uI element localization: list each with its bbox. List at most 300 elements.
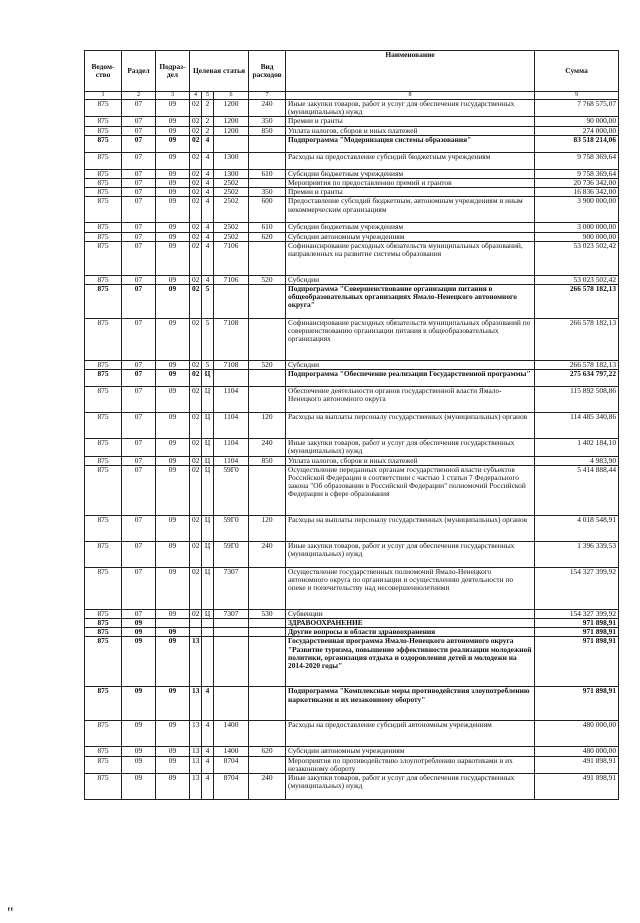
razdel-cell: 07 [122,370,156,387]
target-code-cell [214,637,249,687]
expense-type-cell: 120 [249,515,286,541]
podrazdel-cell: 09 [156,361,190,370]
subprogram-code-cell: 4 [202,241,214,275]
vedomstvo-cell: 875 [85,100,122,117]
expense-type-cell: 240 [249,439,286,456]
target-code-cell: 8704 [214,774,249,800]
item-name-cell: Софинансирование расходных обязательств муниципальных образований, направленных на развитие системы образования [286,241,535,275]
podrazdel-cell: 09 [156,774,190,800]
vedomstvo-cell: 875 [85,232,122,241]
target-code-cell: 1300 [214,152,249,169]
program-code-cell: 13 [190,747,202,756]
razdel-cell: 09 [122,774,156,800]
subprogram-code-cell: 4 [202,774,214,800]
amount-cell: 154 327 399,92 [535,567,619,609]
item-name-cell: Обеспечение деятельности органов государственной власти Ямало-Ненецкого автономного округа [286,387,535,413]
vedomstvo-cell: 875 [85,152,122,169]
vedomstvo-cell: 875 [85,628,122,637]
program-code-cell: 02 [190,319,202,361]
subprogram-code-cell: 4 [202,687,214,721]
subprogram-code-cell: Ц [202,413,214,439]
razdel-cell: 07 [122,135,156,152]
subprogram-code-cell: 4 [202,275,214,284]
item-name-cell: Подпрограмма "Совершенствование организации питания в общеобразовательных организациях Ямало-Ненецкого автономного округа" [286,285,535,319]
expense-type-cell [249,567,286,609]
table-row [85,628,619,637]
podrazdel-cell: 09 [156,370,190,387]
razdel-cell: 09 [122,619,156,628]
vedomstvo-cell: 875 [85,223,122,232]
vedomstvo-cell: 875 [85,188,122,197]
vedomstvo-cell: 875 [85,387,122,413]
target-code-cell [214,619,249,628]
razdel-cell: 07 [122,152,156,169]
razdel-cell: 09 [122,721,156,747]
podrazdel-cell: 09 [156,541,190,567]
subprogram-code-cell: 4 [202,747,214,756]
item-name-cell: Подпрограмма "Обеспечение реализации Государственной программы" [286,370,535,387]
podrazdel-cell: 09 [156,465,190,515]
subprogram-code-cell: Ц [202,439,214,456]
table-row [85,747,619,756]
amount-cell: 3 000 000,00 [535,223,619,232]
vedomstvo-cell: 875 [85,117,122,126]
table-body [85,100,619,800]
item-name-cell: Государственная программа Ямало-Ненецкого автономного округа "Развитие туризма, повышение эффективности реализации молодежной политики, организация отдыха и оздоровления детей и молодежи на 2014-2020 годы" [286,637,535,687]
table-row [85,117,619,126]
subprogram-code-cell: 4 [202,197,214,223]
expense-type-cell: 520 [249,361,286,370]
table-row [85,223,619,232]
subprogram-code-cell: Ц [202,456,214,465]
target-code-cell: 1104 [214,413,249,439]
program-code-cell: 02 [190,567,202,609]
vedomstvo-cell: 875 [85,361,122,370]
program-code-cell: 02 [190,152,202,169]
expense-type-cell [249,241,286,275]
target-code-cell: 7108 [214,319,249,361]
col-header-vedomstvo: Ведом-ство [85,51,122,92]
subprogram-code-cell: Ц [202,370,214,387]
column-number: 2 [122,92,156,100]
program-code-cell: 02 [190,413,202,439]
subprogram-code-cell: 2 [202,117,214,126]
amount-cell: 115 892 508,86 [535,387,619,413]
subprogram-code-cell: 5 [202,319,214,361]
subprogram-code-cell: 4 [202,721,214,747]
item-name-cell: Расходы на предоставление субсидий автономным учреждениям [286,721,535,747]
podrazdel-cell: 09 [156,197,190,223]
vedomstvo-cell: 875 [85,370,122,387]
podrazdel-cell: 09 [156,179,190,188]
amount-cell: 1 396 339,53 [535,541,619,567]
razdel-cell: 09 [122,747,156,756]
expense-type-cell: 120 [249,413,286,439]
razdel-cell: 07 [122,515,156,541]
target-code-cell: 7106 [214,241,249,275]
expense-type-cell [249,721,286,747]
vedomstvo-cell: 875 [85,169,122,178]
amount-cell: 114 485 340,86 [535,413,619,439]
vedomstvo-cell: 875 [85,567,122,609]
item-name-cell: Уплата налогов, сборов и иных платежей [286,456,535,465]
item-name-cell: Другие вопросы в области здравоохранения [286,628,535,637]
podrazdel-cell: 09 [156,126,190,135]
vedomstvo-cell: 875 [85,241,122,275]
subprogram-code-cell: Ц [202,465,214,515]
razdel-cell: 07 [122,197,156,223]
amount-cell: 1 402 184,10 [535,439,619,456]
target-code-cell: 1200 [214,117,249,126]
item-name-cell: Осуществление переданных органам государственной власти субъектов Российской Федерации в соответствии с частью 1 статьи 7 Федерального закона "Об образовании в Российской Федерации" полномочий Российской Федерации в сфере образования [286,465,535,515]
table-row [85,319,619,361]
item-name-cell: Иные закупки товаров, работ и услуг для обеспечения государственных (муниципальных) нужд [286,100,535,117]
program-code-cell: 13 [190,637,202,687]
program-code-cell: 02 [190,135,202,152]
item-name-cell: Софинансирование расходных обязательств муниципальных образований по совершенствованию организации питания в общеобразовательных организациях [286,319,535,361]
table-row [85,465,619,515]
program-code-cell: 02 [190,285,202,319]
vedomstvo-cell: 875 [85,439,122,456]
expense-type-cell: 850 [249,126,286,135]
table-row [85,619,619,628]
expense-type-cell: 350 [249,117,286,126]
podrazdel-cell: 09 [156,285,190,319]
vedomstvo-cell: 875 [85,285,122,319]
subprogram-code-cell: 4 [202,169,214,178]
column-number: 8 [286,92,535,100]
program-code-cell: 02 [190,439,202,456]
expense-type-cell [249,756,286,773]
table-row [85,152,619,169]
col-header-vid-raskhodov: Вид расходов [249,51,286,92]
expense-type-cell [249,687,286,721]
program-code-cell: 02 [190,117,202,126]
item-name-cell: Мероприятия по противодействию злоупотреблению наркотиками и их незаконному обороту [286,756,535,773]
expense-type-cell: 240 [249,541,286,567]
target-code-cell: 7108 [214,361,249,370]
table-row [85,241,619,275]
column-number: 6 [214,92,249,100]
podrazdel-cell: 09 [156,117,190,126]
table-row [85,413,619,439]
vedomstvo-cell: 875 [85,721,122,747]
expense-type-cell: 240 [249,100,286,117]
vedomstvo-cell: 875 [85,465,122,515]
target-code-cell: 1400 [214,747,249,756]
table-row [85,439,619,456]
expense-type-cell: 620 [249,747,286,756]
item-name-cell: Субсидии бюджетным учреждениям [286,223,535,232]
subprogram-code-cell: 2 [202,100,214,117]
expense-type-cell [249,387,286,413]
subprogram-code-cell: Ц [202,567,214,609]
table-row [85,169,619,178]
podrazdel-cell: 09 [156,456,190,465]
target-code-cell: 1400 [214,721,249,747]
expense-type-cell: 850 [249,456,286,465]
amount-cell: 266 578 182,13 [535,361,619,370]
budget-document [84,50,619,800]
subprogram-code-cell: Ц [202,387,214,413]
item-name-cell: Расходы на предоставление субсидий бюджетным учреждениям [286,152,535,169]
amount-cell: 971 898,91 [535,628,619,637]
podrazdel-cell: 09 [156,747,190,756]
target-code-cell: 1104 [214,439,249,456]
target-code-cell: 1200 [214,100,249,117]
table-row [85,197,619,223]
expense-type-cell: 240 [249,774,286,800]
amount-cell: 20 736 342,00 [535,179,619,188]
table-row [85,456,619,465]
razdel-cell: 07 [122,609,156,618]
podrazdel-cell: 09 [156,275,190,284]
target-code-cell: 7307 [214,567,249,609]
amount-cell: 83 518 214,06 [535,135,619,152]
target-code-cell: 2502 [214,179,249,188]
col-header-summa: Сумма [535,51,619,92]
expense-type-cell: 600 [249,197,286,223]
expense-type-cell: 530 [249,609,286,618]
expense-type-cell [249,370,286,387]
target-code-cell: 59Г0 [214,515,249,541]
vedomstvo-cell: 875 [85,747,122,756]
program-code-cell [190,628,202,637]
table-row [85,721,619,747]
amount-cell: 90 000,00 [535,117,619,126]
subprogram-code-cell: 5 [202,285,214,319]
vedomstvo-cell: 875 [85,609,122,618]
subprogram-code-cell: 4 [202,135,214,152]
podrazdel-cell: 09 [156,687,190,721]
program-code-cell: 02 [190,169,202,178]
razdel-cell: 07 [122,100,156,117]
razdel-cell: 07 [122,361,156,370]
program-code-cell: 02 [190,241,202,275]
column-number: 7 [249,92,286,100]
item-name-cell: Субсидии бюджетным учреждениям [286,169,535,178]
table-row [85,541,619,567]
target-code-cell [214,628,249,637]
subprogram-code-cell: 4 [202,179,214,188]
podrazdel-cell: 09 [156,152,190,169]
item-name-cell: Подпрограмма "Модернизация системы образования" [286,135,535,152]
target-code-cell [214,687,249,721]
table-row [85,361,619,370]
column-number: 4 [190,92,202,100]
podrazdel-cell: 09 [156,413,190,439]
razdel-cell: 09 [122,637,156,687]
item-name-cell: Иные закупки товаров, работ и услуг для обеспечения государственных (муниципальных) нужд [286,774,535,800]
program-code-cell: 02 [190,515,202,541]
podrazdel-cell: 09 [156,637,190,687]
amount-cell: 53 023 502,42 [535,241,619,275]
razdel-cell: 07 [122,232,156,241]
amount-cell: 971 898,91 [535,619,619,628]
table-row [85,285,619,319]
table-row [85,179,619,188]
vedomstvo-cell: 875 [85,135,122,152]
expense-type-cell [249,135,286,152]
col-header-razdel: Раздел [122,51,156,92]
item-name-cell: Премии и гранты [286,188,535,197]
item-name-cell: Субвенции [286,609,535,618]
program-code-cell: 02 [190,541,202,567]
program-code-cell: 13 [190,687,202,721]
amount-cell: 971 898,91 [535,637,619,687]
subprogram-code-cell: Ц [202,541,214,567]
target-code-cell: 2502 [214,188,249,197]
podrazdel-cell: 09 [156,232,190,241]
item-name-cell: Уплата налогов, сборов и иных платежей [286,126,535,135]
program-code-cell: 13 [190,756,202,773]
program-code-cell: 02 [190,188,202,197]
program-code-cell: 13 [190,774,202,800]
razdel-cell: 07 [122,456,156,465]
table-row [85,637,619,687]
program-code-cell: 02 [190,275,202,284]
podrazdel-cell: 09 [156,100,190,117]
table-row [85,687,619,721]
table-row [85,126,619,135]
razdel-cell: 07 [122,285,156,319]
amount-cell: 480 000,00 [535,747,619,756]
table-row [85,100,619,117]
vedomstvo-cell: 875 [85,179,122,188]
program-code-cell: 02 [190,370,202,387]
col-header-tselevaya-statya: Целевая статья [190,51,249,92]
amount-cell: 4 983,90 [535,456,619,465]
target-code-cell [214,285,249,319]
table-row [85,567,619,609]
item-name-cell: Мероприятия по предоставлению премий и грантов [286,179,535,188]
razdel-cell: 07 [122,567,156,609]
target-code-cell: 7106 [214,275,249,284]
item-name-cell: Субсидии [286,275,535,284]
column-number: 9 [535,92,619,100]
table-row [85,275,619,284]
budget-table [84,50,619,800]
podrazdel-cell: 09 [156,609,190,618]
razdel-cell: 07 [122,319,156,361]
razdel-cell: 09 [122,687,156,721]
table-row [85,232,619,241]
amount-cell: 491 898,91 [535,774,619,800]
table-row [85,370,619,387]
subprogram-code-cell: 4 [202,188,214,197]
razdel-cell: 07 [122,188,156,197]
vedomstvo-cell: 875 [85,619,122,628]
amount-cell: 7 768 575,07 [535,100,619,117]
item-name-cell: Осуществление государственных полномочий Ямало-Ненецкого автономного округа по организации и осуществлению деятельности по опеке и попечительству над несовершеннолетними [286,567,535,609]
vedomstvo-cell: 875 [85,774,122,800]
razdel-cell: 07 [122,387,156,413]
podrazdel-cell: 09 [156,756,190,773]
razdel-cell: 09 [122,628,156,637]
program-code-cell: 02 [190,387,202,413]
program-code-cell: 02 [190,197,202,223]
amount-cell: 16 836 342,00 [535,188,619,197]
vedomstvo-cell: 875 [85,515,122,541]
target-code-cell: 1300 [214,169,249,178]
vedomstvo-cell: 875 [85,637,122,687]
expense-type-cell [249,465,286,515]
target-code-cell: 7307 [214,609,249,618]
amount-cell: 266 578 182,13 [535,319,619,361]
subprogram-code-cell [202,637,214,687]
amount-cell: 971 898,91 [535,687,619,721]
item-name-cell: Иные закупки товаров, работ и услуг для обеспечения государственных (муниципальных) нужд [286,541,535,567]
program-code-cell: 02 [190,232,202,241]
razdel-cell: 07 [122,541,156,567]
amount-cell: 900 000,00 [535,232,619,241]
razdel-cell: 07 [122,126,156,135]
subprogram-code-cell: 4 [202,223,214,232]
razdel-cell: 09 [122,756,156,773]
program-code-cell: 02 [190,609,202,618]
vedomstvo-cell: 875 [85,756,122,773]
vedomstvo-cell: 875 [85,413,122,439]
column-number: 3 [156,92,190,100]
program-code-cell: 02 [190,456,202,465]
table-row [85,188,619,197]
item-name-cell: ЗДРАВООХРАНЕНИЕ [286,619,535,628]
column-number: 5 [202,92,214,100]
podrazdel-cell: 09 [156,169,190,178]
subprogram-code-cell [202,619,214,628]
expense-type-cell: 610 [249,223,286,232]
target-code-cell [214,370,249,387]
target-code-cell: 1200 [214,126,249,135]
amount-cell: 9 758 369,64 [535,152,619,169]
program-code-cell: 02 [190,223,202,232]
subprogram-code-cell: Ц [202,609,214,618]
item-name-cell: Субсидии [286,361,535,370]
podrazdel-cell: 09 [156,628,190,637]
podrazdel-cell: 09 [156,515,190,541]
podrazdel-cell: 09 [156,241,190,275]
item-name-cell: Предоставление субсидий бюджетным, автономным учреждениям и иным некоммерческим организациям [286,197,535,223]
table-header-row [85,51,619,92]
razdel-cell: 07 [122,241,156,275]
subprogram-code-cell: 4 [202,756,214,773]
target-code-cell: 1104 [214,456,249,465]
expense-type-cell [249,637,286,687]
razdel-cell: 07 [122,179,156,188]
table-row [85,609,619,618]
expense-type-cell [249,285,286,319]
program-code-cell: 13 [190,721,202,747]
podrazdel-cell: 09 [156,135,190,152]
expense-type-cell: 610 [249,169,286,178]
expense-type-cell [249,179,286,188]
program-code-cell: 02 [190,179,202,188]
amount-cell: 5 414 888,44 [535,465,619,515]
razdel-cell: 07 [122,223,156,232]
podrazdel-cell: 09 [156,721,190,747]
table-row [85,774,619,800]
program-code-cell: 02 [190,361,202,370]
expense-type-cell [249,152,286,169]
razdel-cell: 07 [122,275,156,284]
expense-type-cell: 620 [249,232,286,241]
amount-cell: 4 018 548,91 [535,515,619,541]
page-mark: " [7,905,14,922]
amount-cell: 275 634 797,22 [535,370,619,387]
table-row [85,756,619,773]
program-code-cell: 02 [190,465,202,515]
amount-cell: 9 758 369,64 [535,169,619,178]
